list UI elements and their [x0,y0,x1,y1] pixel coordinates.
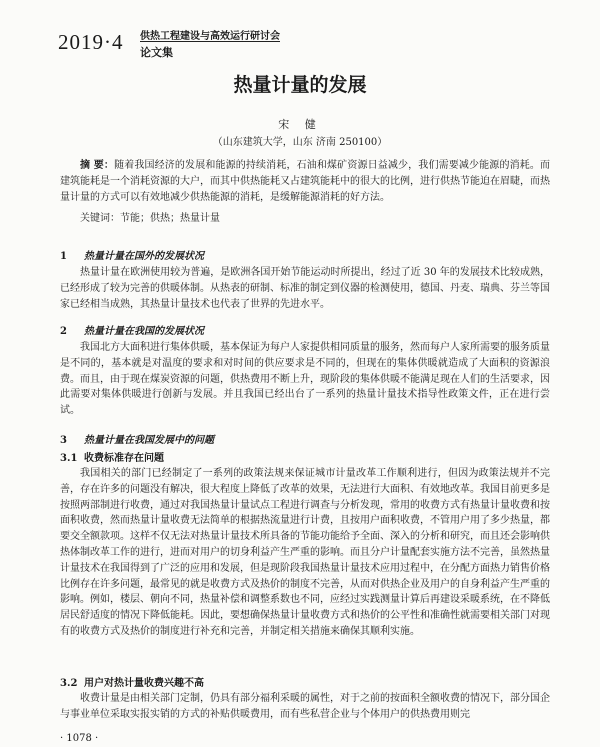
subsection-number: 3.1 [60,453,78,464]
keywords-label: 关键词： [80,213,120,224]
subsection-heading-3-2 [60,674,204,689]
page-title: 热量计量的发展 [233,74,367,96]
section-number: 2 [60,326,67,337]
section-title: 热量计量在我国发展中的问题 [84,435,214,446]
section-heading-3 [60,431,214,446]
section-number: 1 [60,251,67,262]
page-number: · 1078 · [60,733,99,744]
header-divider [140,41,280,42]
year-issue: 2019·4 [58,30,124,54]
subsection-number: 3.2 [60,678,78,689]
section-body-1: 热量计量在欧洲使用较为普遍，是欧洲各国开始节能运动时所提出，经过了近 30 年的发展技术比较成熟，已经形成了较为完善的供暖体制。从热表的研制、标准的制定到仪器的检测使用，德国、丹麦、瑞典、芬兰等国家已经相当成熟，其热量计量技术也代表了世界的先进水平。 [60,267,550,310]
section-title: 热量计量在我国的发展状况 [84,326,204,337]
abstract-text: 随着我国经济的发展和能源的持续消耗，石油和煤矿资源日益减少，我们需要减少能源的消耗。而建筑能耗是一个消耗资源的大户，而其中供热能耗又占建筑能耗中的很大的比例，进行供热节能迫在眉睫，而热量计量的方式可以有效地减少供热能源的消耗，是缓解能源消耗的好方法。 [60,160,551,203]
abstract-label: 摘 要： [80,160,115,171]
journal-name: 供热工程建设与高效运行研讨会 [140,31,280,42]
subsection-title: 收费标准存在问题 [84,453,164,464]
section-heading-2 [60,322,204,337]
section-heading-1 [60,247,204,262]
author-name: 宋 健 [278,118,322,131]
section-title: 热量计量在国外的发展状况 [84,251,204,262]
subsection-body-3-1: 我国相关的部门已经制定了一系列的政策法规来保证城市计量改革工作顺利进行，但因为政策法规并不完善，存在许多的问题没有解决，很大程度上降低了改革的效果，无法进行大面积、有效地改革。我国目前更多是按照两部制进行收费，通过对我国热量计量试点工程进行调查与分析发现，常用的收费方式有热量计量收费和按面积收费，然而热量计量收费无法简单的根据热流量进行计费，且按用户面积收费，不管用户用了多少热量，都要交全额款项。这样不仅无法对热量计量技术所具备的节能功能给予全面、深入的分析和研究，而且还会影响供热体制改革工作的进行，进而对用户的切身利益产生严重的影响。而且分户计量配套实施方法不完善，虽然热量计量技术在我国得到了广泛的应用和发展，但是现阶段我国热量计量技术应用过程中，在分配方面热力销售价格比例存在许多问题，最常见的就是收费方式及热价的制度不完善，从而对供热企业及用户的自身利益产生严重的影响。例如，楼层、朝向不同，热量补偿和调整系数也不同，应经过实践测量计算后再建设采暖系统，在不降低居民舒适度的情况下降低能耗。因此，要想确保热量计量收费方式和热价的公平性和准确性就需要相关部门对现有的收费方式及热价的制度进行补充和完善，并制定相关措施来确保其顺利实施。 [60,468,550,637]
keywords-text: 节能；供热；热量计量 [120,213,220,224]
subsection-body-3-2: 收费计量是由相关部门定制，仍具有部分福利采暖的属性，对于之前的按面积全额收费的情况下，部分国企与事业单位采取实报实销的方式的补贴供暖费用，而有些私营企业与个体用户的供热费用则完 [60,693,550,720]
author-affiliation: （山东建筑大学，山东 济南 250100） [212,137,388,148]
section-body-2: 我国北方大面积进行集体供暖，基本保证为每户人家提供相同质量的服务，然而每户人家所需要的服务质量是不同的，基本就是对温度的要求和对时间的供应要求是不同的，但现在的集体供暖就造成了大面积的资源浪费。而且，由于现在煤炭资源的问题，供热费用不断上升，现阶段的集体供暖不能满足现在人们的生活要求，因此需要对集体供暖进行创新与发展。并且我国已经出台了一系列的热量计量技术指导性政策文件，正在进行尝试。 [60,342,550,417]
abstract [60,158,550,205]
subsection-heading-3-1 [60,449,164,464]
subsection-title: 用户对热计量收费兴趣不高 [84,678,204,689]
section-number: 3 [60,435,67,446]
keywords [80,209,220,224]
section-label: 论文集 [140,46,173,59]
